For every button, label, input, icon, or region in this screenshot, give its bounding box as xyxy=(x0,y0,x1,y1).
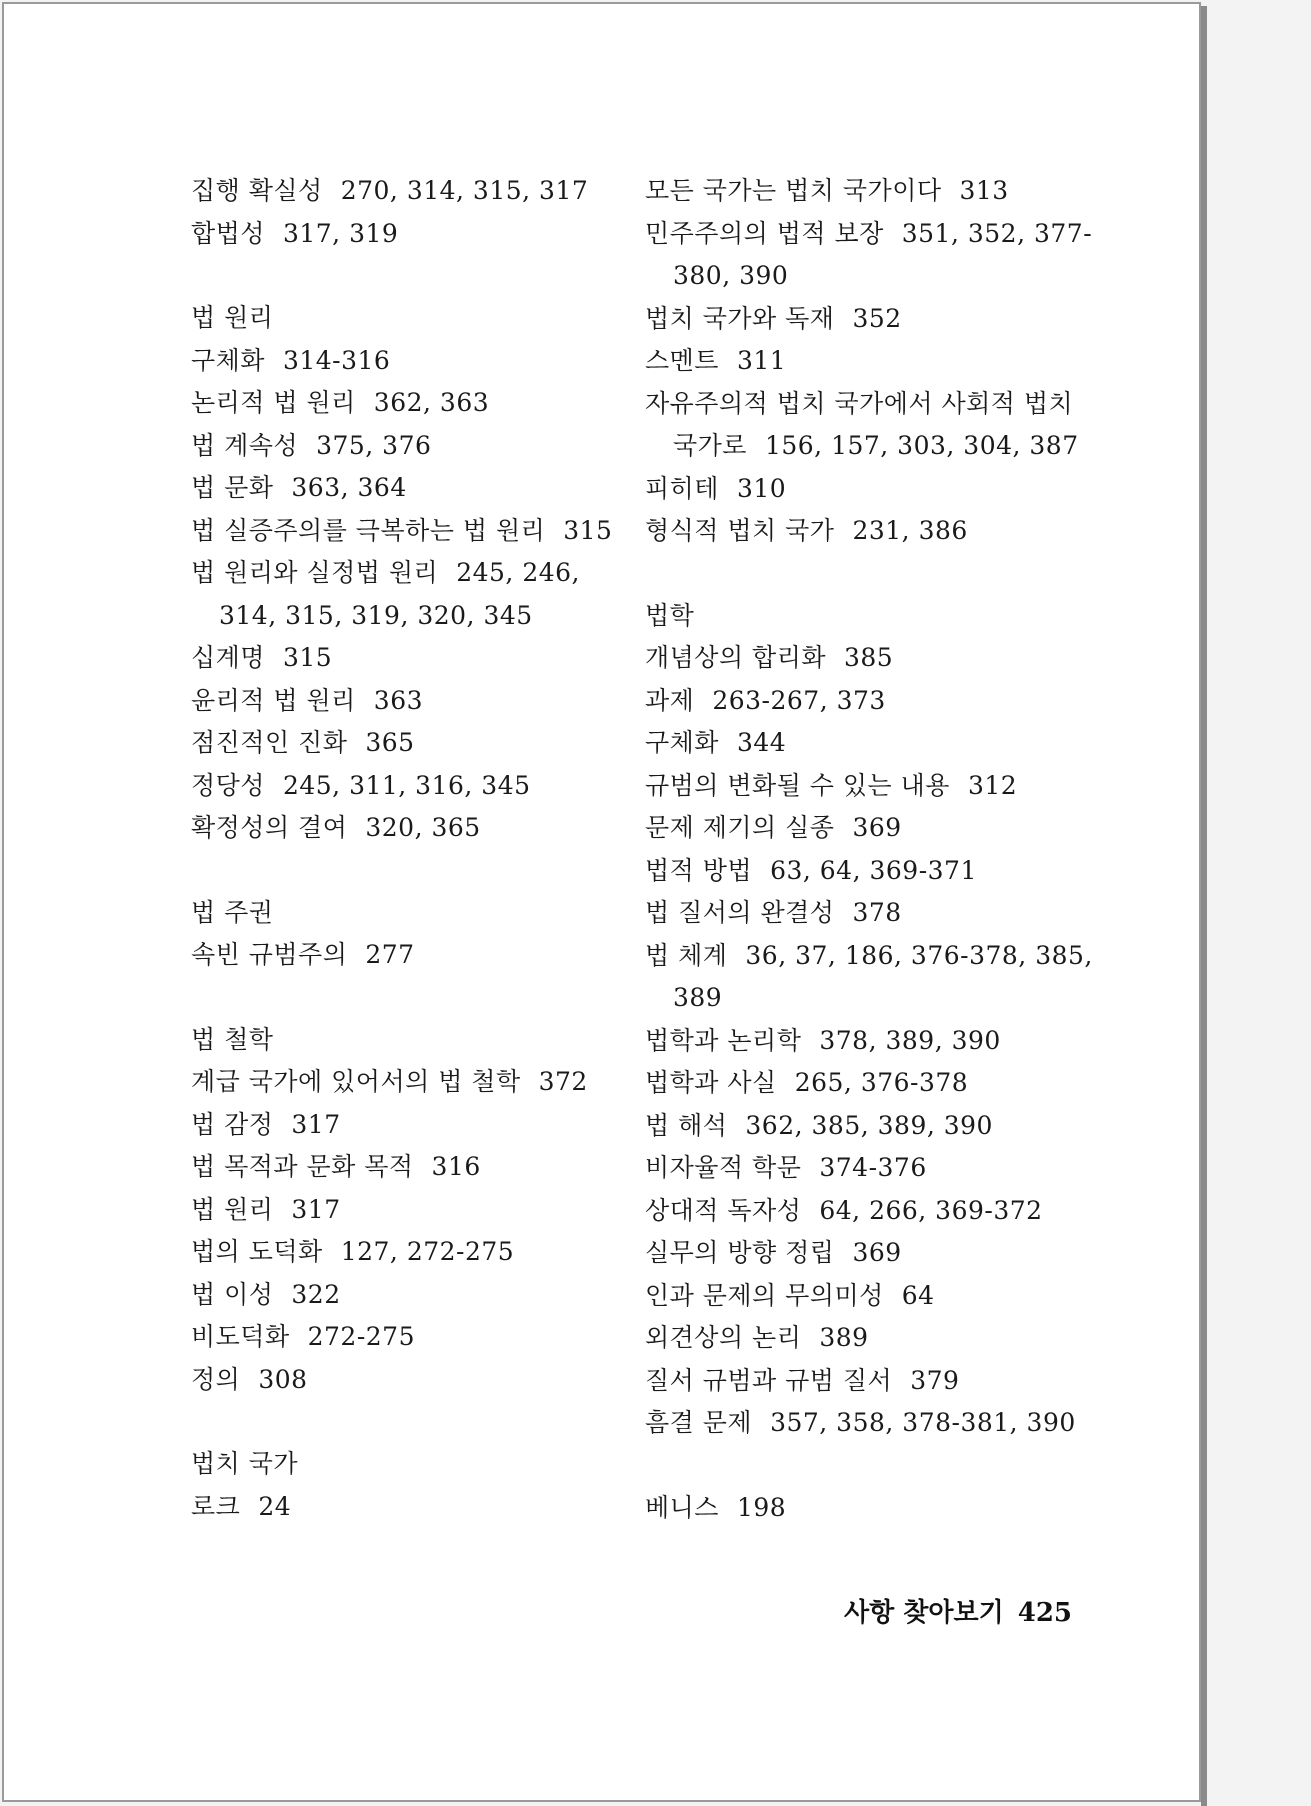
index-term: 윤리적 법 원리 xyxy=(191,685,356,715)
index-column-right xyxy=(645,170,1093,1529)
index-term: 민주주의의 법적 보장 xyxy=(645,218,884,248)
index-pages: 63, 64, 369-371 xyxy=(770,855,977,885)
index-pages: 245, 311, 316, 345 xyxy=(282,770,531,800)
index-entry xyxy=(191,680,611,723)
index-term: 규범의 변화될 수 있는 내용 xyxy=(645,770,950,800)
index-term: 피히테 xyxy=(645,473,719,503)
index-entry xyxy=(645,1317,1065,1360)
index-entry xyxy=(645,383,1093,468)
index-entry xyxy=(191,425,611,468)
index-pages: 363 xyxy=(373,685,424,715)
index-entry xyxy=(191,1146,611,1189)
index-entry xyxy=(191,213,611,256)
index-term: 정의 xyxy=(191,1364,241,1394)
index-entry xyxy=(191,807,611,850)
index-term: 비도덕화 xyxy=(191,1322,290,1351)
index-pages: 357, 358, 378-381, 390 xyxy=(770,1408,1076,1437)
index-pages: 64 xyxy=(901,1280,935,1310)
index-term: 구체화 xyxy=(645,728,719,757)
index-entry xyxy=(645,1487,1065,1530)
book-page xyxy=(2,2,1201,1802)
index-entry xyxy=(645,680,1065,723)
index-term: 법학 xyxy=(645,600,695,630)
index-term: 법학과 사실 xyxy=(645,1068,777,1097)
page-edge-shadow xyxy=(1201,6,1207,1806)
index-pages: 322 xyxy=(291,1279,341,1309)
index-entry xyxy=(645,1402,1076,1445)
index-entry xyxy=(645,722,1065,765)
index-entry xyxy=(191,340,611,383)
index-term: 계급 국가에 있어서의 법 철학 xyxy=(191,1067,521,1096)
index-entry xyxy=(191,552,639,637)
index-entry xyxy=(191,637,611,680)
index-term: 법 이성 xyxy=(191,1279,274,1309)
index-pages: 365 xyxy=(365,728,415,757)
index-pages: 317 xyxy=(291,1109,341,1139)
index-term: 법 원리와 실정법 원리 xyxy=(191,558,439,587)
index-term: 자유주의적 법치 국가에서 사회적 법치 국가로 xyxy=(645,388,1074,460)
index-term: 법치 국가 xyxy=(191,1449,299,1478)
index-entry xyxy=(645,298,1065,341)
index-pages: 315 xyxy=(563,515,613,545)
index-pages: 378, 389, 390 xyxy=(819,1025,1001,1055)
index-pages: 24 xyxy=(258,1491,292,1521)
index-term: 법의 도덕화 xyxy=(191,1237,323,1266)
index-term: 법적 방법 xyxy=(645,855,753,885)
index-pages: 310 xyxy=(736,473,787,503)
index-entry xyxy=(645,170,1065,213)
index-entry xyxy=(191,934,611,977)
index-heading xyxy=(191,1443,611,1486)
index-entry xyxy=(191,170,611,213)
index-term: 법 목적과 문화 목적 xyxy=(191,1152,414,1181)
index-term: 법 체계 xyxy=(645,940,728,970)
index-pages: 312 xyxy=(967,770,1018,800)
index-heading xyxy=(191,892,611,935)
index-entry xyxy=(645,340,1065,383)
index-pages: 156, 157, 303, 304, 387 xyxy=(764,431,1079,460)
index-pages: 245, 246, 314, 315, 319, 320, 345 xyxy=(219,558,580,630)
index-term: 속빈 규범주의 xyxy=(191,940,348,969)
index-entry xyxy=(645,1147,1065,1190)
index-entry xyxy=(191,1274,611,1317)
index-term: 로크 xyxy=(191,1491,241,1521)
index-term: 실무의 방향 정립 xyxy=(645,1238,835,1267)
index-entry xyxy=(645,850,1065,893)
index-entry xyxy=(191,1486,611,1529)
index-entry xyxy=(645,1190,1065,1233)
index-entry xyxy=(645,1020,1065,1063)
index-term: 구체화 xyxy=(191,345,265,375)
index-term: 십계명 xyxy=(191,643,265,672)
index-entry xyxy=(645,1360,1065,1403)
index-term: 법 원리 xyxy=(191,303,274,332)
index-pages: 308 xyxy=(258,1364,308,1394)
index-term: 스멘트 xyxy=(645,346,719,375)
index-term: 합법성 xyxy=(191,218,265,248)
index-entry xyxy=(191,1359,611,1402)
index-pages: 320, 365 xyxy=(365,813,481,842)
index-pages: 352 xyxy=(852,303,902,333)
index-pages: 362, 385, 389, 390 xyxy=(745,1110,993,1140)
index-heading xyxy=(645,595,1065,638)
index-pages: 315 xyxy=(282,643,333,672)
index-pages: 389 xyxy=(819,1323,869,1352)
index-entry xyxy=(191,467,611,510)
index-term: 확정성의 결여 xyxy=(191,813,348,842)
index-pages: 311 xyxy=(736,346,787,375)
index-heading xyxy=(191,1019,611,1062)
index-entry xyxy=(191,510,611,553)
index-entry xyxy=(191,1189,611,1232)
index-entry xyxy=(645,1275,1065,1318)
index-term: 법 철학 xyxy=(191,1024,274,1054)
index-term: 정당성 xyxy=(191,770,265,800)
index-term: 법 원리 xyxy=(191,1194,274,1224)
index-pages: 375, 376 xyxy=(316,430,432,460)
index-pages: 313 xyxy=(959,176,1009,205)
index-pages: 127, 272-275 xyxy=(340,1237,515,1266)
index-pages: 362, 363 xyxy=(373,388,490,417)
index-term: 법 문화 xyxy=(191,473,274,502)
index-pages: 64, 266, 369-372 xyxy=(819,1195,1043,1225)
index-entry xyxy=(191,765,611,808)
index-term: 집행 확실성 xyxy=(191,176,323,205)
index-term: 법 질서의 완결성 xyxy=(645,898,835,927)
index-entry xyxy=(191,382,611,425)
index-pages: 372 xyxy=(538,1067,588,1096)
index-entry xyxy=(645,468,1065,511)
index-pages: 369 xyxy=(852,1238,902,1267)
index-entry xyxy=(645,1062,1065,1105)
index-column-left xyxy=(191,170,611,1528)
index-pages: 317, 319 xyxy=(282,218,399,248)
index-term: 과제 xyxy=(645,685,695,715)
index-term: 인과 문제의 무의미성 xyxy=(645,1280,884,1310)
index-term: 상대적 독자성 xyxy=(645,1195,802,1225)
footer-title: 사항 찾아보기 xyxy=(844,1598,1004,1628)
index-entry xyxy=(645,510,1065,553)
index-pages: 363, 364 xyxy=(291,473,407,502)
index-term: 질서 규범과 규범 질서 xyxy=(645,1365,893,1395)
index-term: 흠결 문제 xyxy=(645,1408,753,1437)
index-term: 법 감정 xyxy=(191,1109,274,1139)
index-pages: 317 xyxy=(291,1194,341,1224)
index-entry xyxy=(191,1104,611,1147)
index-term: 점진적인 진화 xyxy=(191,728,348,757)
index-heading xyxy=(191,297,611,340)
index-entry xyxy=(191,1061,611,1104)
index-entry xyxy=(645,1232,1065,1275)
index-term: 비자율적 학문 xyxy=(645,1153,802,1182)
index-entry xyxy=(645,765,1065,808)
page-footer xyxy=(844,1592,1072,1629)
index-entry xyxy=(645,637,1065,680)
index-pages: 369 xyxy=(852,813,902,842)
index-pages: 316 xyxy=(431,1152,481,1181)
index-pages: 385 xyxy=(844,643,894,672)
index-pages: 314-316 xyxy=(282,345,391,375)
index-entry xyxy=(191,1231,611,1274)
index-pages: 265, 376-378 xyxy=(794,1068,969,1097)
index-pages: 198 xyxy=(736,1492,787,1522)
index-term: 모든 국가는 법치 국가이다 xyxy=(645,176,942,205)
index-term: 법 계속성 xyxy=(191,430,299,460)
index-pages: 36, 37, 186, 376-378, 385, 389 xyxy=(673,940,1093,1012)
index-entry xyxy=(191,722,611,765)
index-pages: 272-275 xyxy=(307,1322,415,1351)
index-entry xyxy=(645,935,1093,1020)
index-pages: 277 xyxy=(365,940,415,969)
index-entry xyxy=(645,213,1093,298)
index-entry xyxy=(645,892,1065,935)
index-term: 문제 제기의 실종 xyxy=(645,813,835,842)
index-pages: 378 xyxy=(852,898,902,927)
index-entry xyxy=(645,807,1065,850)
index-pages: 351, 352, 377-380, 390 xyxy=(673,218,1093,290)
index-pages: 263-267, 373 xyxy=(712,685,886,715)
index-term: 법 실증주의를 극복하는 법 원리 xyxy=(191,515,546,545)
index-term: 논리적 법 원리 xyxy=(191,388,356,417)
page-number: 425 xyxy=(1017,1598,1073,1628)
index-pages: 231, 386 xyxy=(852,516,968,545)
index-term: 외견상의 논리 xyxy=(645,1323,802,1352)
index-term: 법학과 논리학 xyxy=(645,1025,802,1055)
index-pages: 270, 314, 315, 317 xyxy=(340,176,589,205)
index-entry xyxy=(645,1105,1065,1148)
index-term: 형식적 법치 국가 xyxy=(645,516,835,545)
index-term: 개념상의 합리화 xyxy=(645,643,826,672)
index-entry xyxy=(191,1316,611,1359)
index-term: 법 해석 xyxy=(645,1110,728,1140)
index-term: 법치 국가와 독재 xyxy=(645,303,835,333)
index-pages: 344 xyxy=(736,728,787,757)
index-term: 법 주권 xyxy=(191,897,274,927)
index-pages: 374-376 xyxy=(819,1153,927,1182)
index-pages: 379 xyxy=(910,1365,960,1395)
index-term: 베니스 xyxy=(645,1492,719,1522)
